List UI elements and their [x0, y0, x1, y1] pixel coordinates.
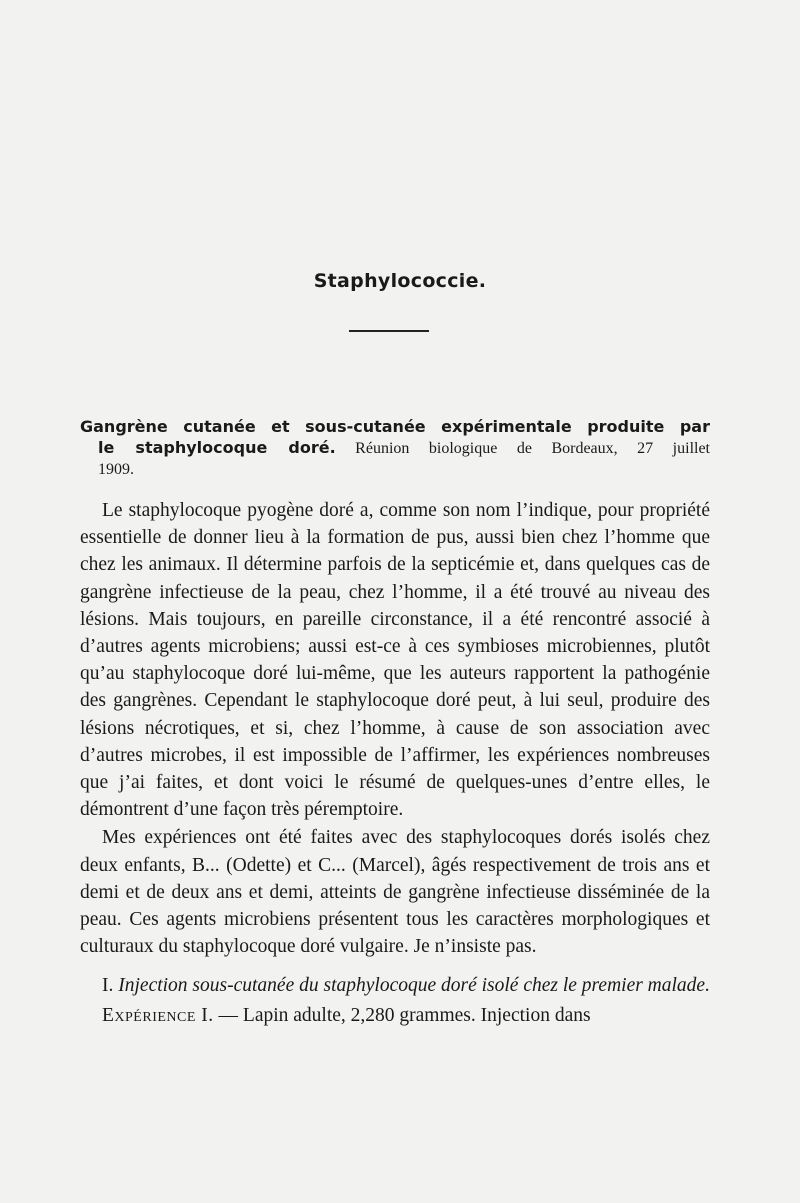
- article-title-line1: Gangrène cutanée et sous-cutanée expérimentale produite par: [80, 417, 710, 436]
- experiment-label: Expérience I.: [102, 1004, 214, 1026]
- section-title: Injection sous-cutanée du staphylocoque doré isolé chez le premier malade.: [118, 975, 710, 997]
- article-citation: Réunion biologique de Bordeaux, 27 juillet: [355, 440, 710, 457]
- paragraph: Mes expériences ont été faites avec des staphylocoques dorés isolés chez deux enfants, B... (Odette) et C... (Marcel), âgés respectivement de trois ans et demi et de deux ans et demi, atteints de gangrène infectieuse disséminée de la peau. Ces agents microbiens présentent tous les caractères morphologiques et culturaux du staphylocoque doré vulgaire. Je n’insiste pas.: [80, 827, 710, 958]
- article-body: [80, 497, 710, 1029]
- page-title: Staphylococcie.: [313, 270, 487, 292]
- paragraph: Le staphylocoque pyogène doré a, comme son nom l’indique, pour propriété essentielle de donner lieu à la formation de pus, aussi bien chez l’homme que chez les animaux. Il détermine parfois de la septicémie et, dans quelques cas de gangrène infectieuse de la peau, chez l’homme, il a été trouvé au niveau des lésions. Mais toujours, en pareille circonstance, il a été rencontré associé à d’autres agents microbiens; aussi est-ce à ces symbioses microbiennes, plutôt qu’au staphylocoque doré lui-même, que les auteurs rapportent la pathogénie des gangrènes. Cependant le staphylocoque doré peut, à lui seul, produire des lésions nécrotiques, et si, chez l’homme, à cause de son association avec d’autres microbes, il est impossible de l’affirmer, les expériences nombreuses que j’ai faites, et dont voici le résumé de quelques-unes d’entre elles, le démontrent d’une façon très péremptoire.: [80, 500, 710, 821]
- article-title-bold: le staphylocoque doré.: [98, 438, 336, 457]
- section-number: I.: [102, 975, 114, 997]
- article-heading: [80, 416, 710, 480]
- experiment-text: — Lapin adulte, 2,280 grammes. Injection dans: [218, 1004, 591, 1026]
- section-heading: [80, 972, 710, 999]
- title-divider: [349, 330, 429, 332]
- article-year: 1909.: [98, 461, 134, 478]
- article-title-line2: [80, 437, 710, 459]
- experiment-line: [80, 1002, 710, 1029]
